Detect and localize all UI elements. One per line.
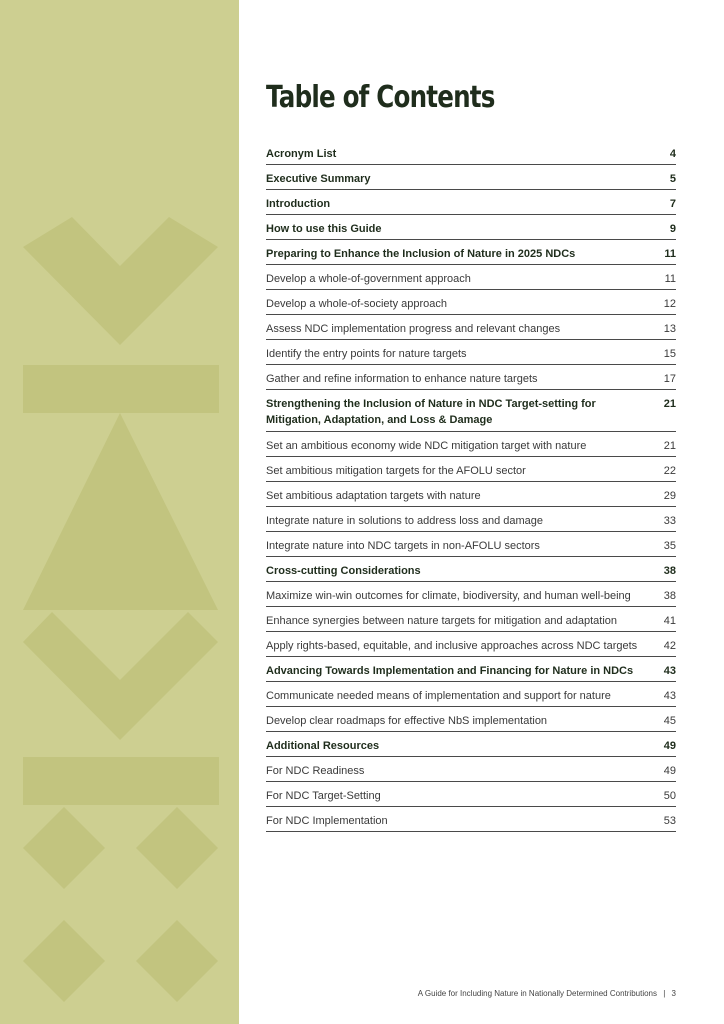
toc-entry[interactable] (266, 557, 676, 582)
toc-entry-title: Additional Resources (266, 740, 380, 752)
toc-entry-page-number: 35 (663, 540, 676, 552)
toc-entry-title: Advancing Towards Implementation and Financing for Nature in NDCs (266, 665, 634, 677)
toc-entry-title: Develop a whole-of-society approach (266, 298, 447, 310)
toc-entry[interactable] (266, 290, 676, 315)
toc-entry-title: Assess NDC implementation progress and relevant changes (266, 323, 561, 335)
toc-entry-page-number: 21 (663, 440, 676, 452)
toc-entry-title: Set ambitious mitigation targets for the AFOLU sector (266, 465, 526, 477)
toc-entry[interactable] (266, 532, 676, 557)
toc-entry-page-number: 17 (663, 373, 676, 385)
toc-entry-page-number: 45 (663, 715, 676, 727)
toc-entry[interactable] (266, 457, 676, 482)
toc-entry-title: Preparing to Enhance the Inclusion of Nature in 2025 NDCs (266, 248, 576, 260)
toc-entry-page-number: 22 (663, 465, 676, 477)
toc-entry[interactable] (266, 140, 676, 165)
toc-entry-title: Gather and refine information to enhance nature targets (266, 373, 538, 385)
toc-entry-page-number: 50 (663, 790, 676, 802)
toc-entry-page-number: 42 (663, 640, 676, 652)
toc-entry-title: For NDC Readiness (266, 765, 365, 777)
toc-entry-title: Introduction (266, 198, 331, 210)
toc-entry[interactable] (266, 607, 676, 632)
diamond-shape-1 (23, 807, 105, 889)
toc-entry[interactable] (266, 782, 676, 807)
toc-entry[interactable] (266, 507, 676, 532)
toc-entry-page-number: 43 (663, 665, 676, 677)
toc-entry-page-number: 29 (663, 490, 676, 502)
toc-entry[interactable] (266, 657, 676, 682)
toc-entry[interactable] (266, 365, 676, 390)
toc-entry-page-number: 5 (669, 173, 676, 185)
toc-entry-title: Enhance synergies between nature targets for mitigation and adaptation (266, 615, 618, 627)
toc-entry[interactable] (266, 390, 676, 432)
toc-entry[interactable] (266, 315, 676, 340)
toc-entry-title: Communicate needed means of implementation and support for nature (266, 690, 611, 702)
toc-entry[interactable] (266, 265, 676, 290)
toc-entry[interactable] (266, 240, 676, 265)
toc-entry-title: Identify the entry points for nature targets (266, 348, 467, 360)
toc-entry-page-number: 53 (663, 815, 676, 827)
toc-entry-title: Set an ambitious economy wide NDC mitigation target with nature (266, 440, 587, 452)
toc-entry-title: Maximize win-win outcomes for climate, biodiversity, and human well-being (266, 590, 631, 602)
chevron-shape-top (23, 217, 218, 345)
toc-entry-title: How to use this Guide (266, 223, 382, 235)
toc-entry[interactable] (266, 190, 676, 215)
toc-entry[interactable] (266, 215, 676, 240)
toc-entry[interactable] (266, 482, 676, 507)
toc-entry[interactable] (266, 682, 676, 707)
diamond-shape-4 (136, 920, 218, 1002)
toc-entry-title: Integrate nature in solutions to address loss and damage (266, 515, 544, 527)
footer-page-number: 3 (671, 989, 676, 998)
decorative-side-panel (0, 0, 239, 1024)
toc-entry-title: Develop a whole-of-government approach (266, 273, 471, 285)
toc-entry[interactable] (266, 165, 676, 190)
toc-entry[interactable] (266, 732, 676, 757)
toc-entry-page-number: 33 (663, 515, 676, 527)
toc-entry-page-number: 9 (669, 223, 676, 235)
toc-entry-title: Develop clear roadmaps for effective NbS implementation (266, 715, 548, 727)
toc-entry-page-number: 49 (663, 740, 676, 752)
toc-entry-title: Apply rights-based, equitable, and inclusive approaches across NDC targets (266, 640, 638, 652)
table-of-contents (266, 140, 676, 832)
toc-entry-title: Set ambitious adaptation targets with nature (266, 490, 481, 502)
toc-entry[interactable] (266, 340, 676, 365)
diamond-shape-2 (136, 807, 218, 889)
toc-entry-page-number: 11 (664, 273, 676, 285)
toc-entry-page-number: 15 (663, 348, 676, 360)
toc-entry-page-number: 49 (663, 765, 676, 777)
toc-entry-page-number: 12 (663, 298, 676, 310)
geometric-pattern-graphic (0, 0, 239, 1024)
toc-entry-page-number: 7 (669, 198, 676, 210)
toc-entry[interactable] (266, 582, 676, 607)
toc-entry-title: Cross-cutting Considerations (266, 565, 421, 577)
triangle-shape (23, 413, 218, 610)
diamond-shape-3 (23, 920, 105, 1002)
chevron-shape-bottom (23, 612, 218, 740)
toc-entry-page-number: 38 (663, 590, 676, 602)
toc-entry[interactable] (266, 807, 676, 832)
band-shape-top (23, 365, 219, 413)
footer-separator: | (663, 989, 666, 998)
toc-entry[interactable] (266, 432, 676, 457)
toc-entry-title: Integrate nature into NDC targets in non-AFOLU sectors (266, 540, 540, 552)
toc-entry-title: Strengthening the Inclusion of Nature in NDC Target-setting for Mitigation, Adaptation, and Loss & Damage (266, 398, 596, 426)
toc-entry-title: Executive Summary (266, 173, 371, 185)
toc-entry[interactable] (266, 632, 676, 657)
toc-entry-page-number: 41 (663, 615, 676, 627)
toc-entry-title: Acronym List (266, 148, 337, 160)
toc-entry-page-number: 21 (663, 398, 676, 410)
page-footer (418, 989, 676, 998)
toc-entry-title: For NDC Implementation (266, 815, 388, 827)
toc-entry[interactable] (266, 707, 676, 732)
toc-entry-page-number: 4 (669, 148, 676, 160)
page-title: Table of Contents (266, 80, 495, 115)
toc-entry-page-number: 13 (663, 323, 676, 335)
toc-entry-page-number: 11 (664, 248, 676, 260)
toc-entry[interactable] (266, 757, 676, 782)
footer-document-title: A Guide for Including Nature in Nationally Determined Contributions (417, 989, 657, 998)
band-shape-bottom (23, 757, 219, 805)
toc-entry-page-number: 38 (663, 565, 676, 577)
toc-entry-page-number: 43 (663, 690, 676, 702)
toc-entry-title: For NDC Target-Setting (266, 790, 381, 802)
